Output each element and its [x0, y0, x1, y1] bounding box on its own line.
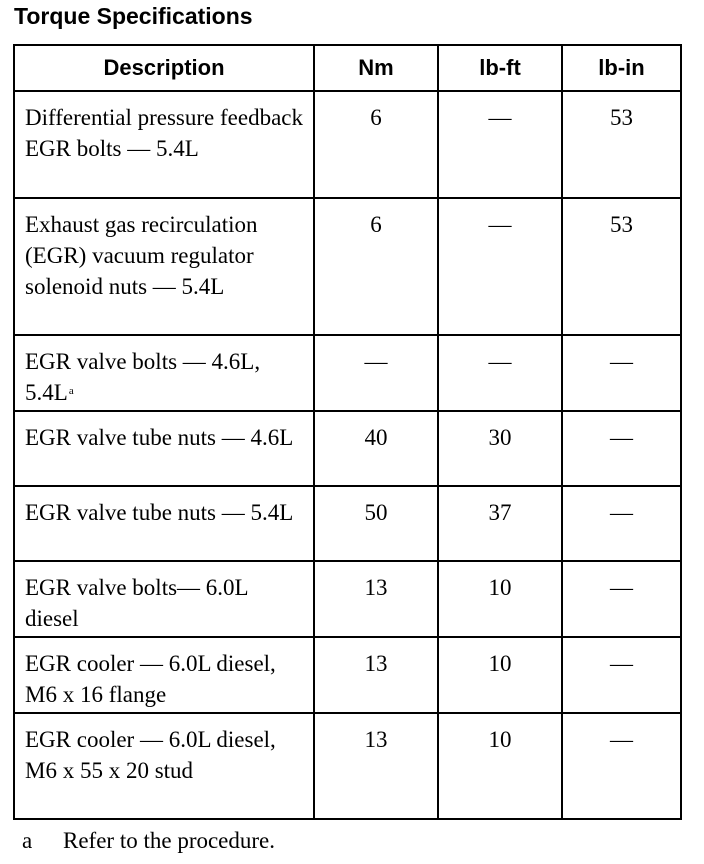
cell-nm: 13	[314, 637, 438, 713]
cell-description	[14, 486, 314, 561]
cell-lb-ft: 10	[438, 561, 562, 637]
cell-description	[14, 561, 314, 637]
table-row	[14, 486, 681, 561]
cell-nm: 50	[314, 486, 438, 561]
cell-lb-in: —	[562, 713, 681, 819]
cell-description	[14, 198, 314, 335]
table-row	[14, 91, 681, 198]
header-lb-in: lb-in	[562, 45, 681, 91]
cell-lb-in: 53	[562, 91, 681, 198]
cell-lb-ft: 10	[438, 713, 562, 819]
torque-spec-table	[13, 44, 682, 820]
cell-description	[14, 637, 314, 713]
cell-nm: 40	[314, 411, 438, 486]
description-text: EGR valve tube nuts — 5.4L	[25, 500, 294, 525]
table-row	[14, 713, 681, 819]
table-row	[14, 335, 681, 411]
cell-lb-ft: 30	[438, 411, 562, 486]
description-text: EGR valve bolts — 4.6L, 5.4L	[25, 349, 261, 405]
footnote-text: Refer to the procedure.	[63, 828, 276, 853]
cell-nm: 13	[314, 713, 438, 819]
cell-lb-ft: 10	[438, 637, 562, 713]
cell-lb-in: —	[562, 486, 681, 561]
cell-lb-in: —	[562, 411, 681, 486]
cell-description	[14, 335, 314, 411]
cell-description	[14, 411, 314, 486]
table-row	[14, 198, 681, 335]
cell-lb-in: —	[562, 335, 681, 411]
cell-lb-in: 53	[562, 198, 681, 335]
page-title: Torque Specifications	[14, 3, 253, 29]
header-description: Description	[14, 45, 314, 91]
table-row	[14, 561, 681, 637]
cell-lb-ft: —	[438, 91, 562, 198]
cell-description	[14, 713, 314, 819]
cell-nm: 6	[314, 91, 438, 198]
cell-lb-ft: —	[438, 198, 562, 335]
table-row	[14, 637, 681, 713]
header-lb-ft: lb-ft	[438, 45, 562, 91]
description-text: Differential pressure feedback EGR bolts — 5.4L	[25, 105, 303, 161]
footnote-mark: a	[22, 828, 33, 853]
footnote	[22, 826, 275, 856]
description-text: EGR valve bolts— 6.0L diesel	[25, 575, 248, 631]
description-text: Exhaust gas recirculation (EGR) vacuum regulator solenoid nuts — 5.4L	[25, 212, 258, 299]
description-text: EGR cooler — 6.0L diesel, M6 x 55 x 20 stud	[25, 727, 276, 783]
footnote-ref: a	[68, 385, 74, 397]
cell-lb-ft: 37	[438, 486, 562, 561]
cell-nm: 6	[314, 198, 438, 335]
cell-lb-in: —	[562, 637, 681, 713]
table-row	[14, 411, 681, 486]
cell-lb-in: —	[562, 561, 681, 637]
cell-description	[14, 91, 314, 198]
cell-nm: 13	[314, 561, 438, 637]
description-text: EGR valve tube nuts — 4.6L	[25, 425, 294, 450]
description-text: EGR cooler — 6.0L diesel, M6 x 16 flange	[25, 651, 276, 707]
header-nm: Nm	[314, 45, 438, 91]
table-header-row	[14, 45, 681, 91]
cell-lb-ft: —	[438, 335, 562, 411]
cell-nm: —	[314, 335, 438, 411]
